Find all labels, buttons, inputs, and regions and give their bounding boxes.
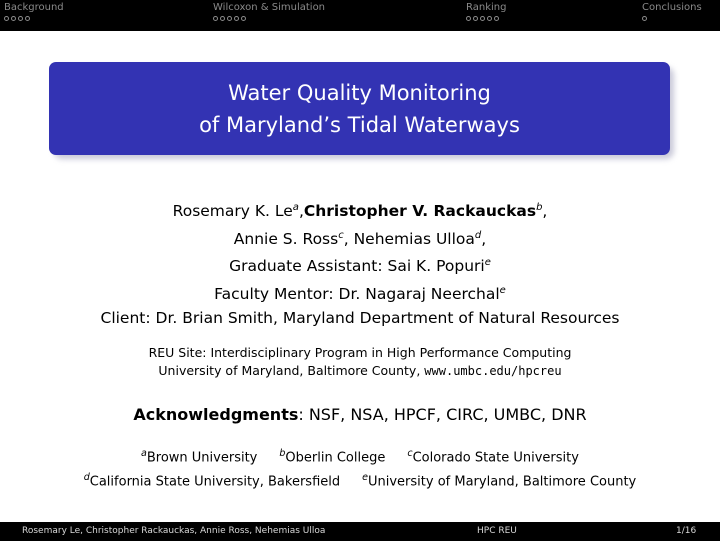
- affiliation-mark: d: [83, 472, 90, 484]
- affiliations-line-1: [0, 444, 720, 468]
- author-line-1: Rosemary K. Le$^a$,Christopher V. Rackauckas$^b$,: [172, 202, 548, 221]
- acknowledgments-line: [0, 405, 720, 424]
- faculty-mentor-text: Faculty Mentor: Dr. Nagaraj Neerchal: [214, 285, 500, 304]
- nav-frame-dot[interactable]: [220, 16, 225, 21]
- graduate-assistant-text: Graduate Assistant: Sai K. Popuri: [229, 257, 485, 276]
- author-affiliation-mark: d: [474, 229, 482, 241]
- author-name: Annie S. Ross: [233, 229, 339, 248]
- nav-frame-dots: [4, 16, 64, 21]
- nav-frame-dot[interactable]: [234, 16, 239, 21]
- nav-frame-dot[interactable]: [4, 16, 9, 21]
- affiliation-mark: e: [362, 472, 368, 484]
- affiliations-line-2: [0, 468, 720, 492]
- nav-frame-dot[interactable]: [25, 16, 30, 21]
- author-affiliation-mark: b: [536, 202, 543, 213]
- affiliation-mark: c: [407, 448, 413, 459]
- affiliation-name: Brown University: [146, 450, 258, 466]
- author-affiliation-mark: e: [484, 257, 491, 269]
- footer-authors: Rosemary Le, Christopher Rackauckas, Annie Ross, Nehemias Ulloa: [22, 526, 326, 536]
- nav-section-ranking[interactable]: [466, 2, 506, 21]
- nav-frame-dot[interactable]: [18, 16, 23, 21]
- university-line: [0, 362, 720, 380]
- author-affiliation-mark: c: [338, 229, 344, 241]
- affiliation-mark: b: [279, 448, 286, 459]
- nav-frame-dot[interactable]: [480, 16, 485, 21]
- nav-section-label[interactable]: Conclusions: [642, 2, 702, 13]
- affiliation-mark: a: [141, 448, 147, 459]
- nav-frame-dot[interactable]: [241, 16, 246, 21]
- author-affiliation-mark: e: [499, 284, 506, 296]
- nav-frame-dots: [642, 16, 702, 21]
- author-affiliation-mark: a: [292, 202, 299, 213]
- nav-frame-dots: [466, 16, 506, 21]
- reu-url-link[interactable]: www.umbc.edu/hpcreu: [424, 364, 562, 378]
- nav-frame-dots: [213, 16, 325, 21]
- affiliation-name: University of Maryland, Baltimore County: [368, 474, 637, 490]
- affiliation-name: Colorado State University: [412, 450, 579, 466]
- title-line-2: of Maryland’s Tidal Waterways: [199, 112, 520, 137]
- nav-frame-dot[interactable]: [473, 16, 478, 21]
- nav-section-label[interactable]: Background: [4, 2, 64, 13]
- affiliations-block: [0, 444, 720, 493]
- faculty-mentor-line: [0, 279, 720, 307]
- nav-section-conclusions[interactable]: [642, 2, 702, 21]
- nav-frame-dot[interactable]: [642, 16, 647, 21]
- author-name: Nehemias Ulloa: [353, 229, 475, 248]
- nav-section-label[interactable]: Ranking: [466, 2, 507, 13]
- author-name: Rosemary K. Le: [172, 202, 293, 221]
- author-block: [0, 196, 720, 330]
- footer-bar: [0, 522, 720, 541]
- nav-frame-dot[interactable]: [487, 16, 492, 21]
- affiliation-name: Oberlin College: [285, 450, 386, 466]
- acknowledgments-label: Acknowledgments: [133, 405, 299, 424]
- affiliation-name: California State University, Bakersfield: [89, 474, 341, 490]
- title-line-1: Water Quality Monitoring: [228, 80, 491, 105]
- acknowledgments-text: : NSF, NSA, HPCF, CIRC, UMBC, DNR: [298, 405, 587, 424]
- nav-frame-dot[interactable]: [213, 16, 218, 21]
- author-name-presenter: Christopher V. Rackauckas: [303, 202, 537, 221]
- reu-site-block: [0, 344, 720, 380]
- footer-center-label: HPC REU: [477, 526, 517, 536]
- graduate-assistant-line: [0, 251, 720, 279]
- nav-frame-dot[interactable]: [227, 16, 232, 21]
- client-line: Client: Dr. Brian Smith, Maryland Department of Natural Resources: [100, 308, 620, 327]
- nav-frame-dot[interactable]: [466, 16, 471, 21]
- nav-section-wilcoxon[interactable]: [213, 2, 325, 21]
- nav-frame-dot[interactable]: [494, 16, 499, 21]
- title-box: [49, 62, 670, 155]
- footer-page-number: 1/16: [676, 526, 697, 536]
- top-navigation-bar: [0, 0, 720, 31]
- reu-site-line: REU Site: Interdisciplinary Program in High Performance Computing: [148, 345, 572, 360]
- nav-frame-dot[interactable]: [11, 16, 16, 21]
- author-line-2: Annie S. Ross$^c$, Nehemias Ulloa$^d$,: [233, 229, 487, 248]
- nav-section-background[interactable]: [4, 2, 64, 21]
- university-text: University of Maryland, Baltimore County,: [158, 363, 421, 378]
- nav-section-label[interactable]: Wilcoxon & Simulation: [213, 2, 326, 13]
